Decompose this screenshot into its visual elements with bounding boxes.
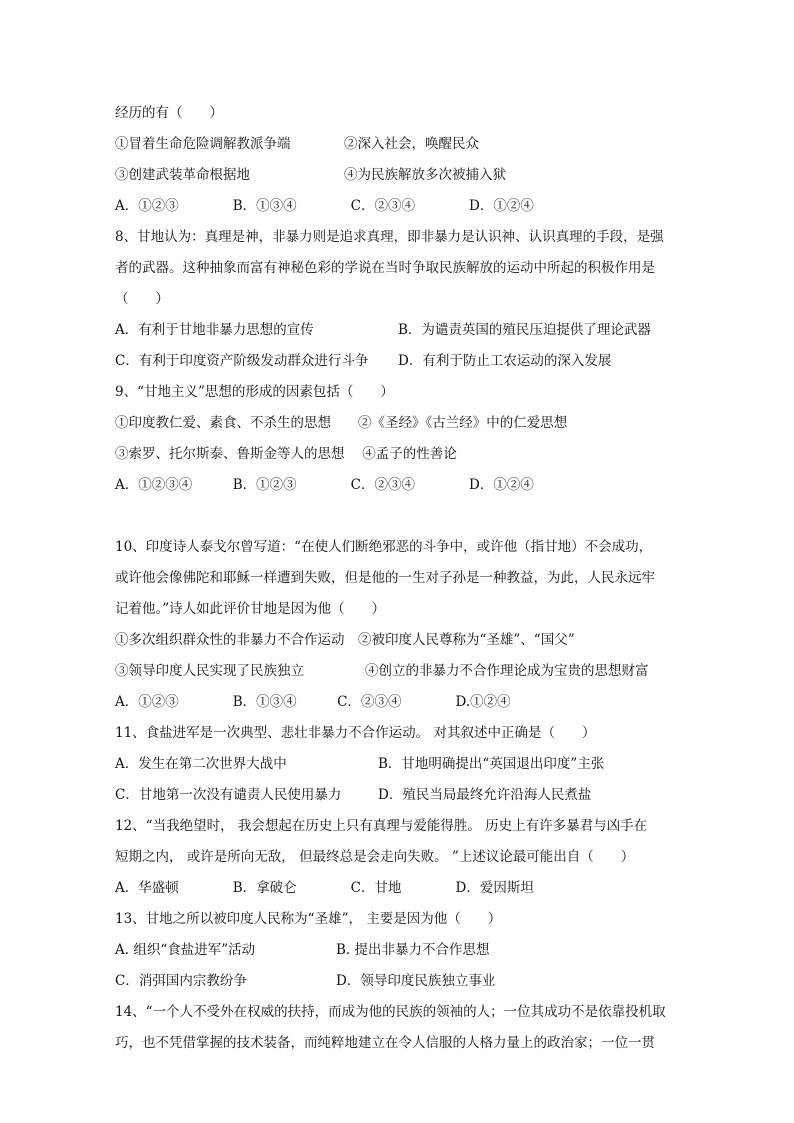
- text-line: ①多次组织群众性的非暴力不合作运动 ②被印度人民尊称为“圣雄”、“国父”: [115, 632, 575, 648]
- option-left: A．发生在第二次世界大战中: [115, 756, 287, 772]
- text-line: 者的武器。这种抽象而富有神秘色彩的学说在当时争取民族解放的运动中所起的积极作用是: [115, 260, 655, 276]
- text-line: A．①②③ B．①③④ C．②③④ D.①②④: [115, 694, 511, 710]
- text-line: （ ）: [115, 291, 169, 307]
- option-right: ②深入社会，唤醒民众: [344, 136, 479, 152]
- text-line: [115, 786, 685, 804]
- text-line: 或许他会像佛陀和耶稣一样遭到失败，但是他的一生对子孙是一种教益，为此，人民永远牢: [115, 570, 655, 586]
- text-line: 巧，也不凭借掌握的技术装备，而纯粹地建立在令人信服的人格力量上的政治家；一位一贯: [115, 1035, 655, 1051]
- text-line: ①印度教仁爱、素食、不杀生的思想 ②《圣经》《古兰经》中的仁爱思想: [115, 415, 568, 431]
- text-line: 13、甘地之所以被印度人民称为“圣雄”， 主要是因为他（ ）: [115, 911, 502, 927]
- text-line: 10、印度诗人泰戈尔曾写道：“在使人们断绝邪恶的斗争中，或许他（指甘地）不会成功，: [115, 539, 653, 555]
- text-line: [115, 352, 685, 370]
- option-right: ④创立的非暴力不合作理论成为宝贵的思想财富: [365, 663, 649, 679]
- text-line: A．华盛顿 B．拿破仑 C．甘地 D．爱因斯坦: [115, 880, 534, 896]
- option-left: ①冒着生命危险调解教派争端: [115, 136, 291, 152]
- option-right: ④为民族解放多次被捕入狱: [344, 167, 506, 183]
- option-right: B．甘地明确提出“英国退出印度”主张: [378, 756, 605, 772]
- text-line: 8、甘地认为：真理是神，非暴力则是追求真理，即非暴力是认识神、认识真理的手段，是强: [115, 229, 664, 245]
- text-line: [115, 166, 685, 184]
- option-left: C．有利于印度资产阶级发动群众进行斗争: [115, 353, 369, 369]
- text-line: A．①②③ B．①③④ C．②③④ D．①②④: [115, 198, 534, 214]
- text-line: [115, 755, 685, 773]
- text-line: 经历的有（ ）: [115, 105, 223, 121]
- text-line: 12、“当我绝望时， 我会想起在历史上只有真理与爱能得胜。 历史上有许多暴君与凶手在: [115, 818, 648, 834]
- option-right: D．殖民当局最终允许沿海人民煮盐: [378, 787, 592, 803]
- text-line: [115, 941, 685, 959]
- text-line: [115, 972, 685, 990]
- option-left: ③领导印度人民实现了民族独立: [115, 663, 304, 679]
- option-right: B．为谴责英国的殖民压迫提供了理论武器: [398, 322, 651, 338]
- text-line: 11、食盐进军是一次典型、悲壮非暴力不合作运动。 对其叙述中正确是（ ）: [115, 725, 596, 741]
- option-right: D．有利于防止工农运动的深入发展: [398, 353, 612, 369]
- text-line: ③索罗、托尔斯泰、鲁斯金等人的思想 ④孟子的性善论: [115, 446, 457, 462]
- text-line: [115, 662, 685, 680]
- text-line: [115, 135, 685, 153]
- option-left: A．有利于甘地非暴力思想的宣传: [115, 322, 314, 338]
- option-right: D．领导印度民族独立事业: [336, 973, 496, 989]
- option-right: B. 提出非暴力不合作思想: [336, 942, 490, 958]
- option-left: C．甘地第一次没有谴责人民使用暴力: [115, 787, 342, 803]
- option-left: C．消弭国内宗教纷争: [115, 973, 247, 989]
- text-line: 14、“一个人不受外在权威的扶持，而成为他的民族的领袖的人；一位其成功不是依靠投机取: [115, 1004, 666, 1020]
- text-line: 记着他。”诗人如此评价甘地是因为他（ ）: [115, 601, 386, 617]
- option-left: A. 组织“食盐进军”活动: [115, 942, 256, 958]
- text-line: A．①②③④ B．①②③ C．②③④ D．①②④: [115, 477, 534, 493]
- text-line: 短期之内， 或许是所向无敌， 但最终总是会走向失败。 ”上述议论最可能出自（ ）: [115, 849, 635, 865]
- text-line: [115, 321, 685, 339]
- option-left: ③创建武装革命根据地: [115, 167, 250, 183]
- text-line: 9、“甘地主义”思想的形成的因素包括（ ）: [115, 384, 394, 400]
